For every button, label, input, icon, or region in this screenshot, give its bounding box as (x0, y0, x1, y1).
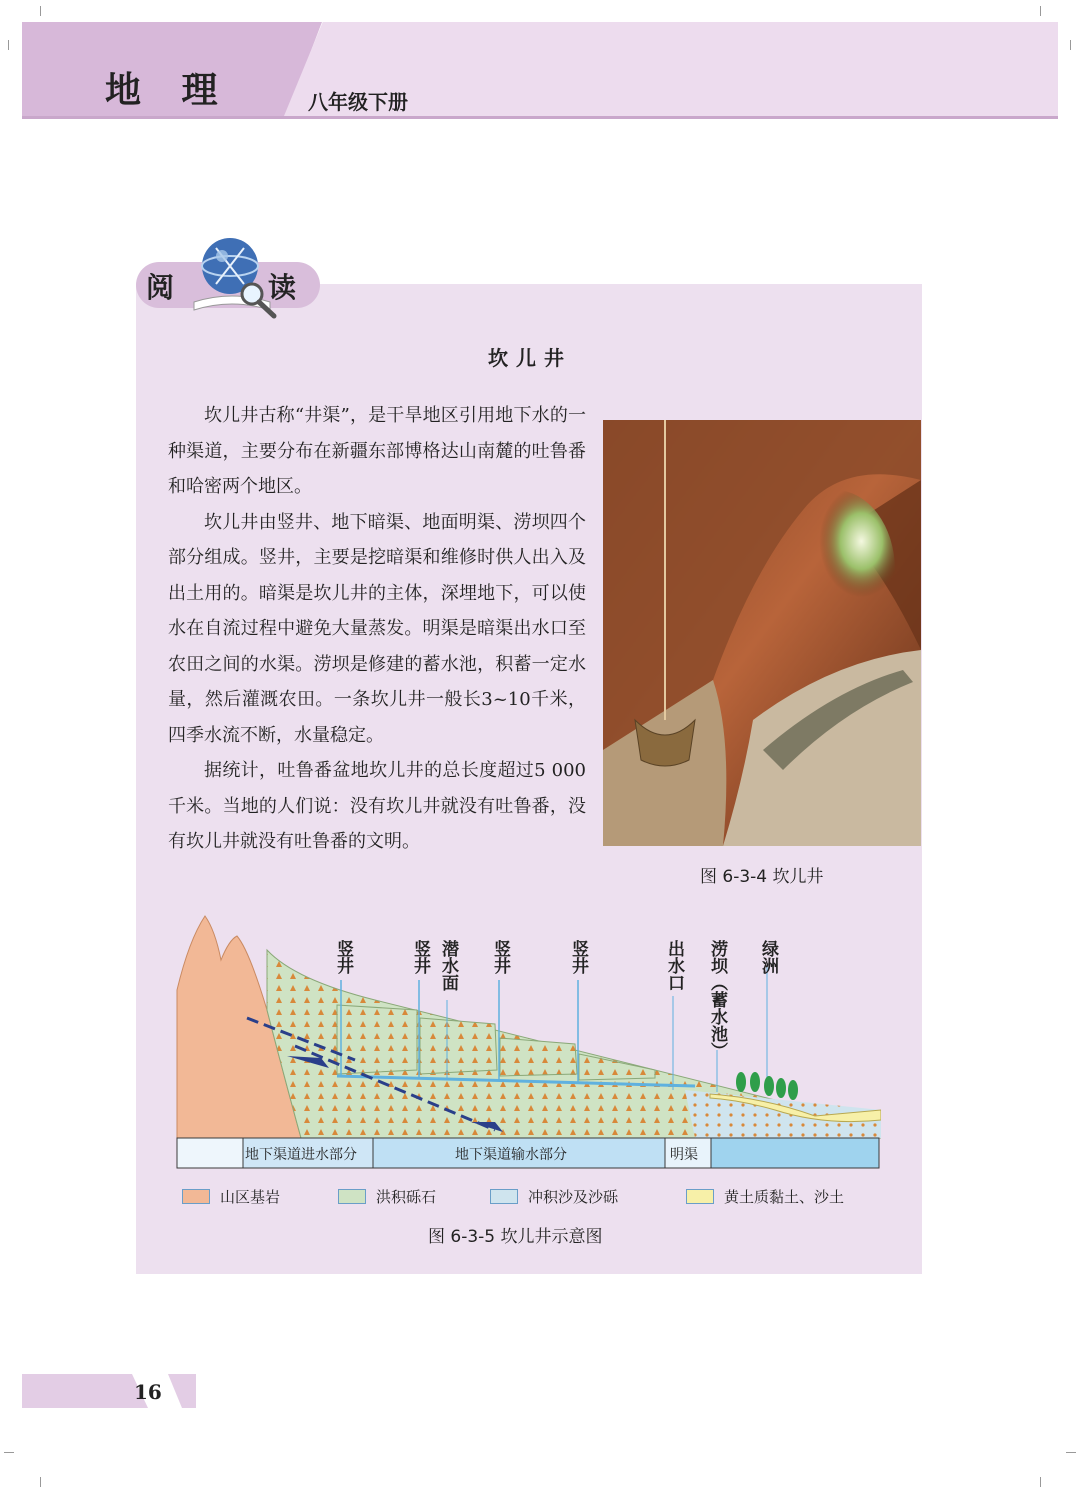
diagram-label-well-2: 竖井 (410, 940, 430, 974)
diagram-legend (182, 1186, 882, 1208)
section-open-canal-label: 明渠 (670, 1147, 698, 1163)
legend-label: 山区基岩 (220, 1188, 281, 1206)
legend-item (338, 1186, 436, 1207)
article-body (168, 398, 586, 860)
crop-mark (40, 1477, 41, 1487)
legend-label: 黄土质黏土、沙土 (724, 1188, 845, 1206)
legend-swatch (686, 1189, 714, 1204)
diagram-label-water-table: 潜水面 (438, 940, 458, 991)
crop-mark (1070, 40, 1071, 50)
article-paragraph: 据统计，吐鲁番盆地坎儿井的总长度超过5 000千米。当地的人们说：没有坎儿井就没有吐鲁番，没有坎儿井就没有吐鲁番的文明。 (168, 760, 586, 852)
legend-label: 冲积沙及沙砾 (528, 1188, 619, 1206)
legend-item (182, 1186, 280, 1207)
article-paragraph: 坎儿井由竖井、地下暗渠、地面明渠、涝坝四个部分组成。竖井，主要是挖暗渠和维修时供人出入及出土用的。暗渠是坎儿井的主体，深埋地下，可以使水在自流过程中避免大量蒸发。明渠是暗渠出水口至农田之间的水渠。涝坝是修建的蓄水池，积蓄一定水量，然后灌溉农田。一条坎儿井一般长3~10千米，四季水流不断，水量稳定。 (168, 511, 586, 746)
diagram-label-outlet: 出水口 (664, 940, 684, 991)
crop-mark (1066, 1452, 1076, 1453)
legend-item (686, 1186, 844, 1207)
karez-tunnel-photo (603, 420, 921, 846)
legend-label: 洪积砾石 (376, 1188, 437, 1206)
grade-label: 八年级下册 (308, 90, 408, 114)
section-intake-label: 地下渠道进水部分 (245, 1147, 357, 1163)
diagram-label-well-3: 竖井 (490, 940, 510, 974)
diagram-label-oasis: 绿洲 (758, 940, 778, 974)
page-number: 16 (134, 1380, 162, 1404)
crop-mark (40, 6, 41, 16)
diagram-label-well-1: 竖井 (333, 940, 353, 974)
article-title: 坎儿井 (488, 346, 572, 370)
legend-item (490, 1186, 618, 1207)
header-divider (22, 116, 1058, 119)
crop-mark (1040, 1477, 1041, 1487)
legend-swatch (182, 1189, 210, 1204)
article-paragraph: 坎儿井古称“井渠”，是干旱地区引用地下水的一种渠道，主要分布在新疆东部博格达山南麓的吐鲁番和哈密两个地区。 (168, 405, 586, 497)
section-transport-label: 地下渠道输水部分 (455, 1147, 567, 1163)
diagram-label-well-4: 竖井 (568, 940, 588, 974)
legend-swatch (338, 1189, 366, 1204)
reading-badge-left: 阅 (146, 271, 175, 304)
reading-badge-right: 读 (268, 271, 297, 304)
globe-book-magnifier-icon (186, 232, 278, 322)
diagram-caption: 图 6-3-5 坎儿井示意图 (428, 1227, 603, 1247)
crop-mark (1040, 6, 1041, 16)
page-number-tab (22, 1374, 196, 1408)
crop-mark (4, 1452, 14, 1453)
diagram-label-pond: 涝坝（蓄水池） (707, 940, 727, 1059)
crop-mark (8, 40, 9, 50)
subject-title: 地 理 (105, 69, 232, 111)
photo-caption: 图 6-3-4 坎儿井 (700, 867, 824, 887)
legend-swatch (490, 1189, 518, 1204)
